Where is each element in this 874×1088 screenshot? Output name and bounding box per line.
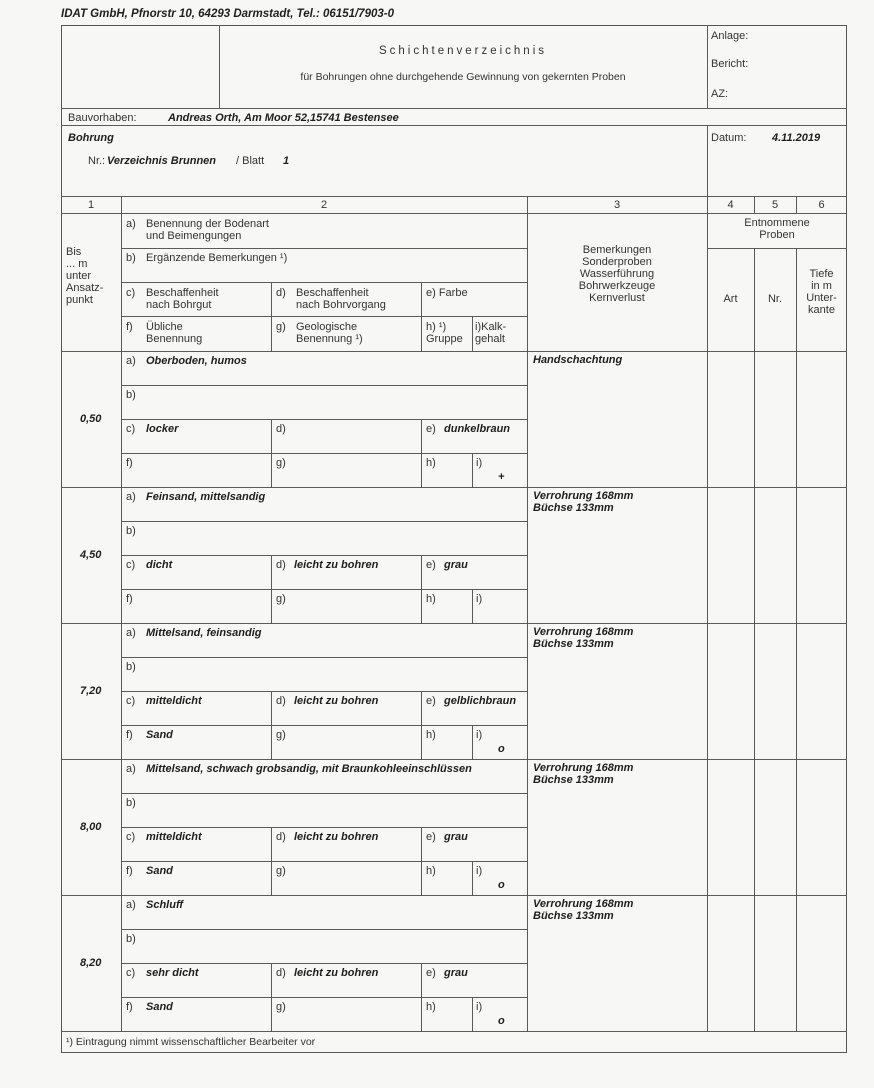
layer-consistency: dicht xyxy=(146,559,173,571)
field-b-label: b) xyxy=(126,252,136,264)
field-d-label: d) xyxy=(276,287,286,299)
layer-depth: 8,20 xyxy=(80,957,102,969)
row-b-bottom xyxy=(121,555,527,556)
bohrung-label: Bohrung xyxy=(68,132,114,144)
field-b-header: Ergänzende Bemerkungen ¹) xyxy=(146,252,288,264)
footnote: ¹) Eintragung nimmt wissenschaftlicher Bearbeiter vor xyxy=(66,1036,316,1048)
layer-bottom-line xyxy=(61,895,847,896)
field-i-label: i) xyxy=(476,1001,483,1013)
row-cde-bottom xyxy=(121,453,527,454)
field-d-label: d) xyxy=(276,423,286,435)
column-number-6: 6 xyxy=(818,199,825,211)
field-d-label: d) xyxy=(276,695,286,707)
blatt-value: 1 xyxy=(283,155,290,167)
h-i-separator xyxy=(472,725,473,759)
remarks-column-header: Wasserführung xyxy=(579,268,655,280)
layer-color: gelblichbraun xyxy=(444,695,517,707)
field-d-header: nach Bohrvorgang xyxy=(296,299,386,311)
layer-depth: 8,00 xyxy=(80,821,102,833)
art-column-header: Art xyxy=(723,293,738,305)
h-i-separator xyxy=(472,453,473,487)
field-g-label: g) xyxy=(276,457,286,469)
depth-column-header: unter xyxy=(66,270,92,282)
row-cde-bottom xyxy=(121,316,527,317)
field-i-header: i)Kalk- xyxy=(475,321,507,333)
c-d-separator xyxy=(271,555,272,623)
tiefe-column-header: Tiefe xyxy=(809,268,834,280)
remarks-column-header: Sonderproben xyxy=(582,256,652,268)
field-g-label: g) xyxy=(276,729,286,741)
field-g-label: g) xyxy=(276,1001,286,1013)
layer-lime-content: o xyxy=(498,1015,505,1027)
column-number-2: 2 xyxy=(320,199,328,211)
datum-value: 4.11.2019 xyxy=(772,132,821,144)
field-e-label: e) xyxy=(426,695,436,707)
field-e-label: e) xyxy=(426,559,436,571)
row-a-bottom xyxy=(121,929,527,930)
az-label: AZ: xyxy=(711,88,729,100)
layer-common-name: Sand xyxy=(146,729,173,741)
field-e-label: e) xyxy=(426,967,436,979)
layer-depth: 7,20 xyxy=(80,685,102,697)
layer-common-name: Sand xyxy=(146,1001,173,1013)
bericht-label: Bericht: xyxy=(711,58,749,70)
bauvorhaben-bottom-line xyxy=(61,125,847,126)
row-b-bottom xyxy=(121,282,527,283)
field-g-label: g) xyxy=(276,321,286,333)
field-g-header: Benennung ¹) xyxy=(296,333,363,345)
h-i-separator xyxy=(472,997,473,1031)
layer-bottom-line xyxy=(61,623,847,624)
layer-bottom-line xyxy=(61,1031,847,1032)
field-a-label: a) xyxy=(126,491,136,503)
field-h-label: h) xyxy=(426,457,436,469)
field-c-header: Beschaffenheit xyxy=(146,287,219,299)
field-b-label: b) xyxy=(126,933,136,945)
field-c-header: nach Bohrgut xyxy=(146,299,212,311)
row-a-bottom xyxy=(121,657,527,658)
layer-soil-type: Mittelsand, schwach grobsandig, mit Braunkohleeinschlüssen xyxy=(146,763,472,775)
tiefe-column-header: in m xyxy=(811,280,832,292)
h-i-separator xyxy=(472,589,473,623)
column-number-5: 5 xyxy=(771,199,779,211)
layer-lime-content: o xyxy=(498,879,505,891)
samples-column-header: Proben xyxy=(759,229,795,241)
company-address: IDAT GmbH, Pfnorstr 10, 64293 Darmstadt, Tel.: 06151/7903-0 xyxy=(61,8,394,20)
column-number-4: 4 xyxy=(727,199,734,211)
form-subtitle: für Bohrungen ohne durchgehende Gewinnung von gekernten Proben xyxy=(300,71,626,83)
field-f-label: f) xyxy=(126,321,133,333)
row-a-bottom xyxy=(121,248,527,249)
field-f-header: Übliche xyxy=(146,321,183,333)
layer-consistency: sehr dicht xyxy=(146,967,199,979)
d-e-separator xyxy=(421,282,422,351)
layer-consistency: locker xyxy=(146,423,179,435)
field-a-label: a) xyxy=(126,218,136,230)
bauvorhaben-value: Andreas Orth, Am Moor 52,15741 Bestensee xyxy=(168,112,399,124)
col6-left-line xyxy=(796,248,797,1031)
layer-lime-content: o xyxy=(498,743,505,755)
field-d-header: Beschaffenheit xyxy=(296,287,369,299)
row-b-bottom xyxy=(121,963,527,964)
row-b-bottom xyxy=(121,419,527,420)
layer-color: grau xyxy=(444,831,468,843)
field-g-label: g) xyxy=(276,593,286,605)
layer-remarks: Verrohrung 168mm xyxy=(533,898,634,910)
column-number-1: 1 xyxy=(87,199,95,211)
field-a-label: a) xyxy=(126,355,136,367)
row-cde-bottom xyxy=(121,589,527,590)
anlage-label: Anlage: xyxy=(711,30,749,42)
bohrung-bottom-line xyxy=(61,196,847,197)
row-a-bottom xyxy=(121,385,527,386)
title-right-separator xyxy=(707,25,708,108)
row-cde-bottom xyxy=(121,725,527,726)
row-cde-bottom xyxy=(121,861,527,862)
layer-common-name: Sand xyxy=(146,865,173,877)
field-b-label: b) xyxy=(126,525,136,537)
field-c-label: c) xyxy=(126,559,136,571)
field-c-label: c) xyxy=(126,695,136,707)
field-i-header: gehalt xyxy=(475,333,505,345)
field-h-header: h) ¹) xyxy=(426,321,447,333)
field-f-header: Benennung xyxy=(146,333,203,345)
header-bottom-line xyxy=(61,351,847,352)
field-c-label: c) xyxy=(126,287,136,299)
layer-lime-content: + xyxy=(498,471,505,483)
title-bottom-line xyxy=(61,108,847,109)
d-e-separator xyxy=(421,555,422,623)
tiefe-column-header: kante xyxy=(808,304,835,316)
layer-remarks: Verrohrung 168mm xyxy=(533,490,634,502)
field-a-label: a) xyxy=(126,627,136,639)
layer-remarks: Verrohrung 168mm xyxy=(533,762,634,774)
field-i-label: i) xyxy=(476,865,483,877)
field-d-label: d) xyxy=(276,559,286,571)
layer-bottom-line xyxy=(61,759,847,760)
title-separator xyxy=(219,25,220,108)
field-e-label: e) xyxy=(426,831,436,843)
field-e-header: e) Farbe xyxy=(426,287,468,299)
field-e-label: e) xyxy=(426,423,436,435)
layer-remarks: Büchse 133mm xyxy=(533,774,614,786)
field-f-label: f) xyxy=(126,457,133,469)
field-h-label: h) xyxy=(426,1001,436,1013)
column-number-3: 3 xyxy=(613,199,621,211)
layer-soil-type: Feinsand, mittelsandig xyxy=(146,491,266,503)
depth-column-header: Bis xyxy=(66,246,82,258)
bauvorhaben-label: Bauvorhaben: xyxy=(68,112,137,124)
col3-left-line xyxy=(527,196,528,1031)
bohrung-nr-value: Verzeichnis Brunnen xyxy=(107,155,217,167)
layer-consistency: mitteldicht xyxy=(146,831,202,843)
field-c-label: c) xyxy=(126,831,136,843)
row-b-bottom xyxy=(121,827,527,828)
layer-remarks: Büchse 133mm xyxy=(533,910,614,922)
layer-consistency: mitteldicht xyxy=(146,695,202,707)
row-cde-bottom xyxy=(121,997,527,998)
field-g-header: Geologische xyxy=(296,321,358,333)
layer-color: dunkelbraun xyxy=(444,423,511,435)
field-b-label: b) xyxy=(126,389,136,401)
remarks-column-header: Bohrwerkzeuge xyxy=(578,280,656,292)
field-d-label: d) xyxy=(276,831,286,843)
layer-soil-type: Mittelsand, feinsandig xyxy=(146,627,262,639)
layer-soil-type: Schluff xyxy=(146,899,184,911)
layer-remarks: Verrohrung 168mm xyxy=(533,626,634,638)
depth-column-header: ... m xyxy=(66,258,88,270)
layer-color: grau xyxy=(444,559,468,571)
field-a-header: und Beimengungen xyxy=(146,230,242,242)
d-e-separator xyxy=(421,963,422,1031)
layer-color: grau xyxy=(444,967,468,979)
field-h-label: h) xyxy=(426,593,436,605)
field-b-label: b) xyxy=(126,661,136,673)
field-f-label: f) xyxy=(126,1001,133,1013)
blatt-label: / Blatt xyxy=(236,155,265,167)
col5-left-line xyxy=(754,248,755,1031)
field-h-label: h) xyxy=(426,729,436,741)
field-h-label: h) xyxy=(426,865,436,877)
c-d-separator xyxy=(271,282,272,351)
layer-drilling-condition: leicht zu bohren xyxy=(294,559,379,571)
remarks-column-header: Kernverlust xyxy=(589,292,645,304)
datum-label: Datum: xyxy=(711,132,747,144)
c-d-separator xyxy=(271,419,272,487)
layer-drilling-condition: leicht zu bohren xyxy=(294,967,379,979)
col2-left-line xyxy=(121,196,122,1031)
column-number-bottom-line xyxy=(61,213,847,214)
row-a-bottom xyxy=(121,793,527,794)
layer-remarks: Handschachtung xyxy=(533,354,623,366)
h-i-separator xyxy=(472,316,473,351)
field-a-label: a) xyxy=(126,899,136,911)
layer-remarks: Büchse 133mm xyxy=(533,502,614,514)
field-i-label: i) xyxy=(476,729,483,741)
h-i-separator xyxy=(472,861,473,895)
layer-bottom-line xyxy=(61,487,847,488)
field-a-header: Benennung der Bodenart xyxy=(146,218,269,230)
d-e-separator xyxy=(421,419,422,487)
samples-header-line xyxy=(707,248,847,249)
layer-drilling-condition: leicht zu bohren xyxy=(294,695,379,707)
field-c-label: c) xyxy=(126,967,136,979)
layer-depth: 0,50 xyxy=(80,413,102,425)
field-f-label: f) xyxy=(126,593,133,605)
layer-drilling-condition: leicht zu bohren xyxy=(294,831,379,843)
field-b-label: b) xyxy=(126,797,136,809)
bohrung-nr-label: Nr.: xyxy=(88,155,106,167)
field-h-header: Gruppe xyxy=(426,333,463,345)
layer-remarks: Büchse 133mm xyxy=(533,638,614,650)
row-b-bottom xyxy=(121,691,527,692)
field-c-label: c) xyxy=(126,423,136,435)
row-a-bottom xyxy=(121,521,527,522)
field-i-label: i) xyxy=(476,457,483,469)
d-e-separator xyxy=(421,827,422,895)
col4-left-line xyxy=(707,213,708,1031)
field-a-label: a) xyxy=(126,763,136,775)
samples-column-header: Entnommene xyxy=(744,217,810,229)
field-d-label: d) xyxy=(276,967,286,979)
form-title: Schichtenverzeichnis xyxy=(378,45,548,57)
layer-depth: 4,50 xyxy=(80,549,102,561)
c-d-separator xyxy=(271,691,272,759)
field-g-label: g) xyxy=(276,865,286,877)
depth-column-header: Ansatz- xyxy=(66,282,104,294)
layer-soil-type: Oberboden, humos xyxy=(146,355,247,367)
nr-column-header: Nr. xyxy=(767,293,783,305)
d-e-separator xyxy=(421,691,422,759)
c-d-separator xyxy=(271,827,272,895)
depth-column-header: punkt xyxy=(66,294,93,306)
field-i-label: i) xyxy=(476,593,483,605)
field-f-label: f) xyxy=(126,865,133,877)
tiefe-column-header: Unter- xyxy=(806,292,837,304)
c-d-separator xyxy=(271,963,272,1031)
field-f-label: f) xyxy=(126,729,133,741)
remarks-column-header: Bemerkungen xyxy=(582,244,652,256)
